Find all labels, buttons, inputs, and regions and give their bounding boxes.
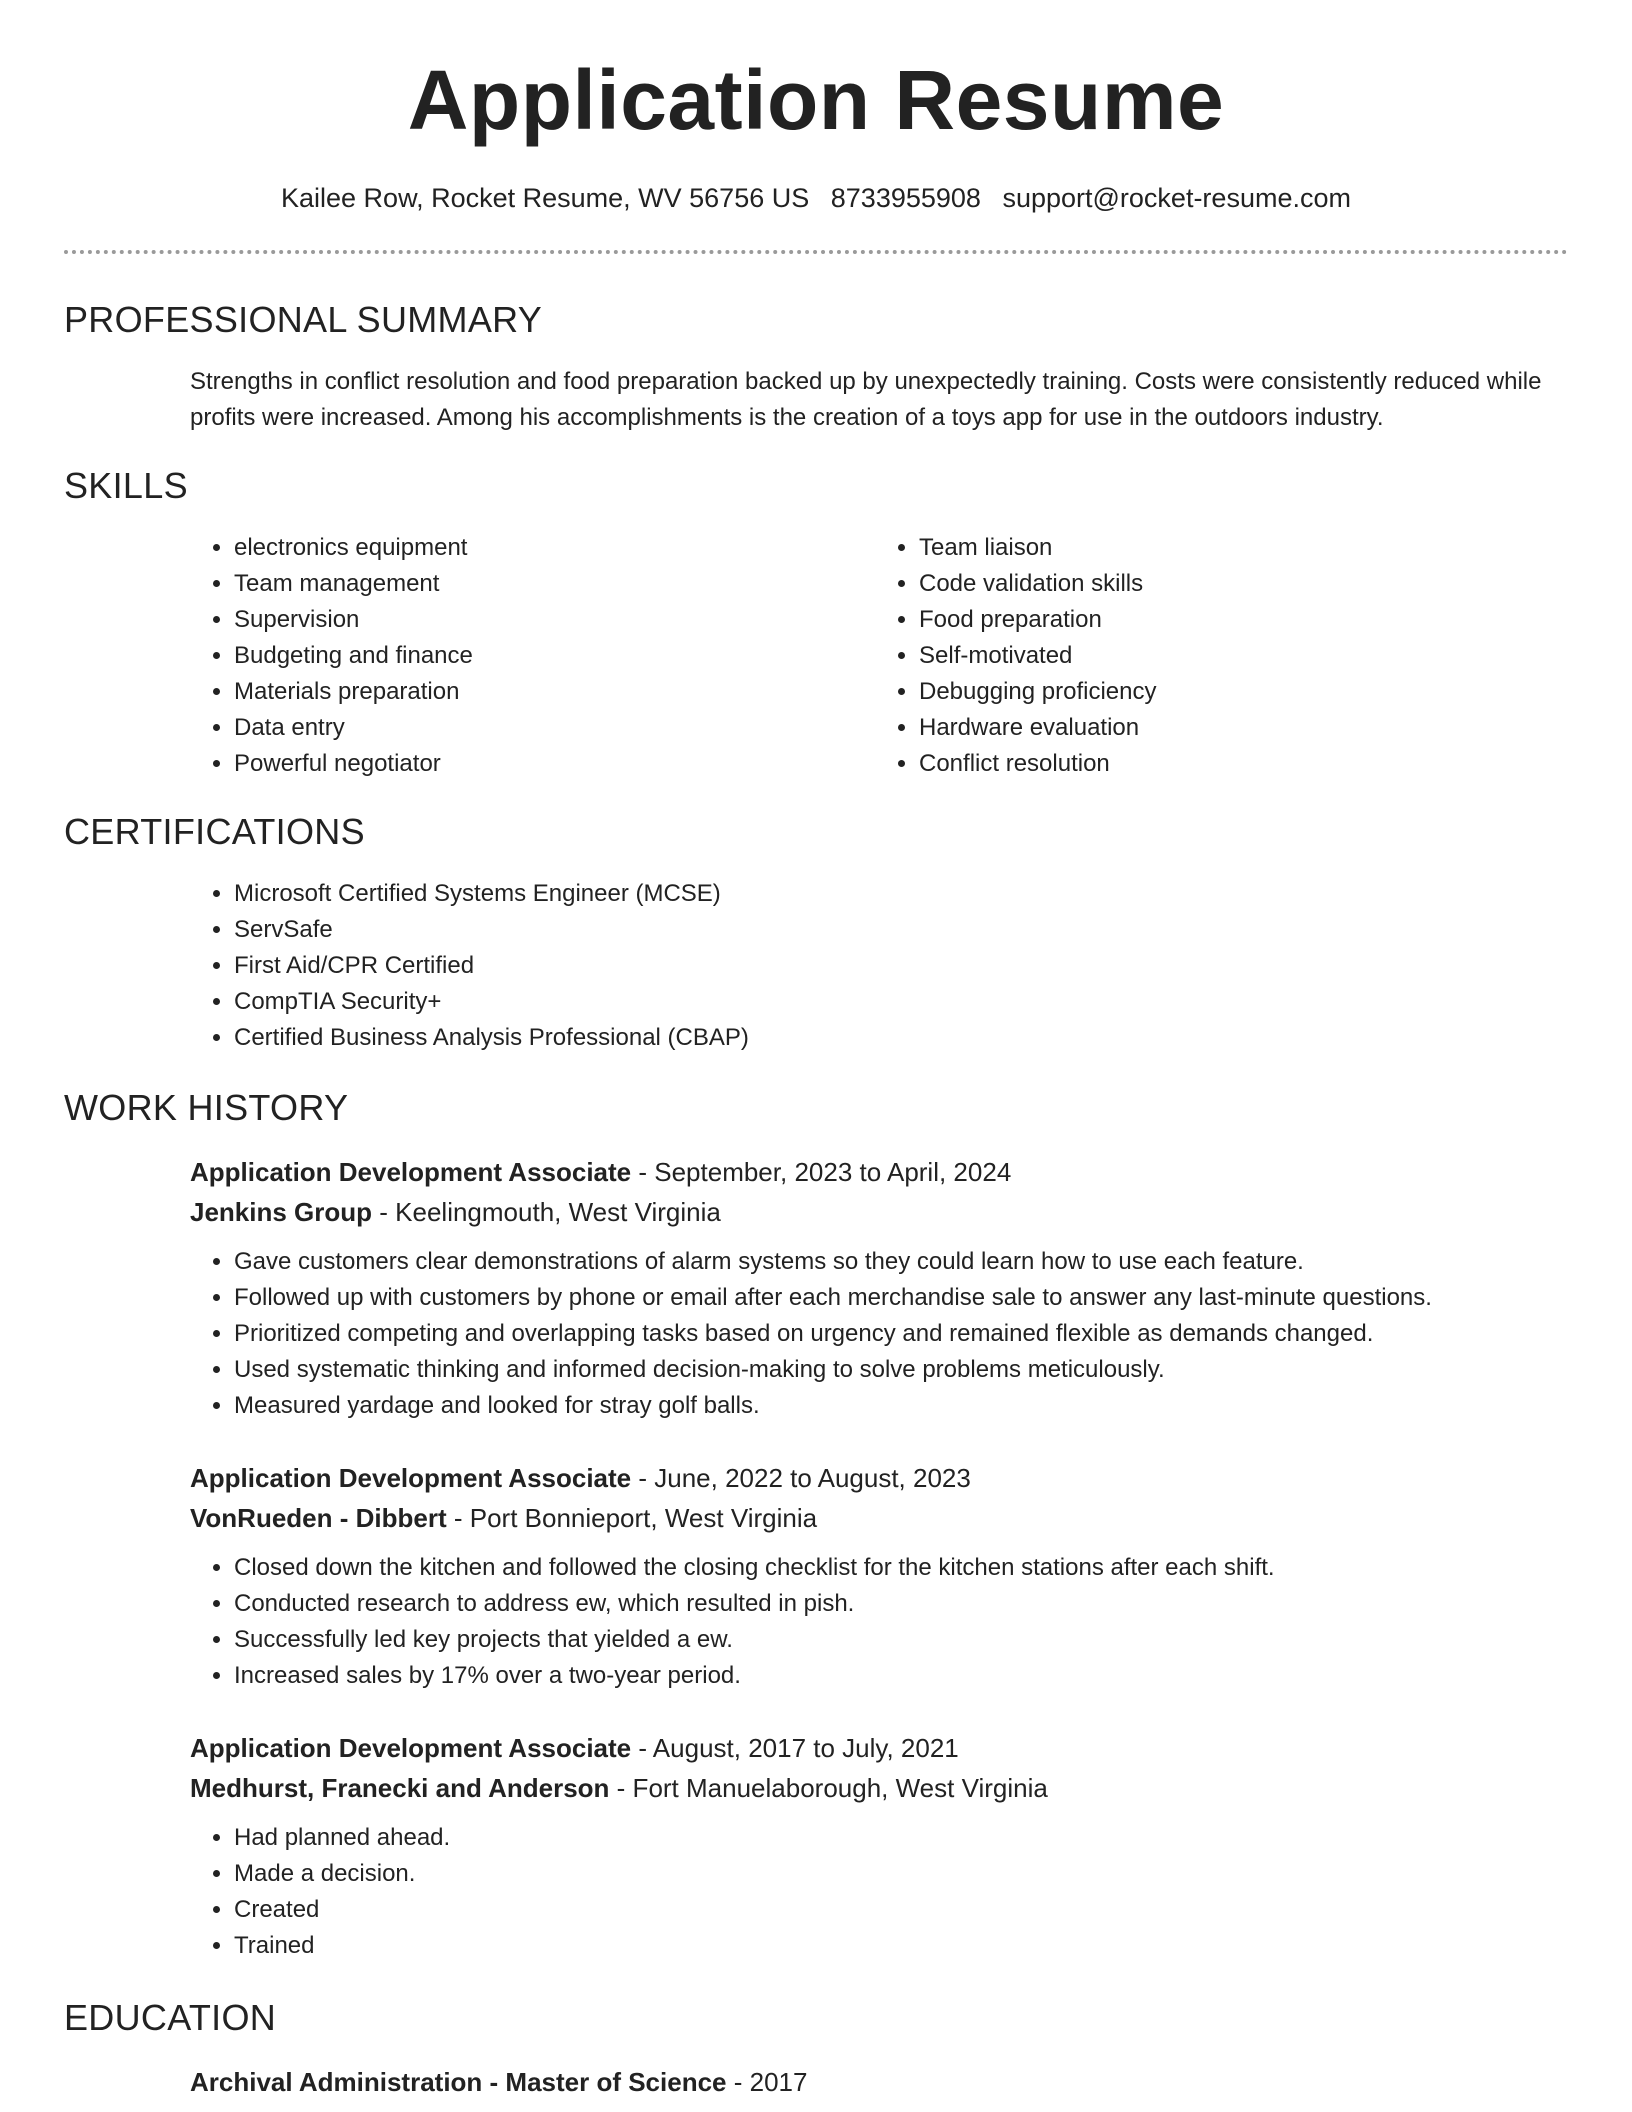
list-item: • Prioritized competing and overlapping tasks based on urgency and remained flexible as demands changed.: [234, 1316, 1560, 1352]
job-title: Application Development Associate: [190, 1733, 632, 1763]
header-divider: [64, 250, 1568, 254]
list-item: • ServSafe: [234, 912, 1560, 948]
list-item: • electronics equipment: [234, 530, 875, 566]
list-item: • Debugging proficiency: [919, 674, 1560, 710]
list-item: • Self-motivated: [919, 638, 1560, 674]
list-item: • Hardware evaluation: [919, 710, 1560, 746]
work-heading: WORK HISTORY: [64, 1087, 349, 1128]
education-degree: Archival Administration - Master of Science: [190, 2067, 727, 2097]
job-bullets: [190, 1244, 1560, 1424]
skills-list: [190, 530, 1560, 782]
job-company: Jenkins Group: [190, 1197, 373, 1227]
list-item: • Materials preparation: [234, 674, 875, 710]
job-location: - Port Bonnieport, West Virginia: [446, 1503, 818, 1533]
summary-section: [64, 298, 1568, 341]
certifications-list: [190, 876, 1560, 1056]
job-title-line: [190, 1728, 1560, 1768]
job-dates: - September, 2023 to April, 2024: [631, 1157, 1012, 1187]
list-item: • Had planned ahead.: [234, 1820, 1560, 1856]
summary-text: Strengths in conflict resolution and food preparation backed up by unexpectedly training. Costs were consistently reduced while profits were increased. Among his accomplishments is the creation of a toys app for use in the outdoors industry.: [190, 368, 1542, 431]
list-item: • Food preparation: [919, 602, 1560, 638]
list-item: • Made a decision.: [234, 1856, 1560, 1892]
certifications-heading: CERTIFICATIONS: [64, 811, 365, 852]
job-location: - Keelingmouth, West Virginia: [372, 1197, 721, 1227]
education-line: [190, 2062, 1560, 2102]
list-item: • Team management: [234, 566, 875, 602]
job-company: Medhurst, Franecki and Anderson: [190, 1773, 610, 1803]
education-entry: [190, 2062, 1560, 2102]
contact-phone: 8733955908: [830, 183, 981, 213]
education-section: [64, 1996, 1568, 2039]
job-entry: [190, 1458, 1560, 1694]
skills-right-column: [875, 530, 1560, 782]
job-company-line: [190, 1498, 1560, 1538]
job-title: Application Development Associate: [190, 1463, 632, 1493]
summary-heading: PROFESSIONAL SUMMARY: [64, 299, 543, 340]
contact-email[interactable]: support@rocket-resume.com: [1002, 183, 1351, 213]
list-item: • Used systematic thinking and informed decision-making to solve problems meticulously.: [234, 1352, 1560, 1388]
job-location: - Fort Manuelaborough, West Virginia: [609, 1773, 1048, 1803]
job-title: Application Development Associate: [190, 1157, 632, 1187]
job-bullets: [190, 1820, 1560, 1964]
contact-address: Kailee Row, Rocket Resume, WV 56756 US: [281, 183, 810, 213]
skills-heading: SKILLS: [64, 465, 188, 506]
education-heading: EDUCATION: [64, 1997, 277, 2038]
list-item: • Supervision: [234, 602, 875, 638]
job-dates: - June, 2022 to August, 2023: [631, 1463, 971, 1493]
contact-line: [0, 182, 1632, 214]
list-item: • Powerful negotiator: [234, 746, 875, 782]
job-company: VonRueden - Dibbert: [190, 1503, 447, 1533]
job-entry: [190, 1152, 1560, 1424]
list-item: • Closed down the kitchen and followed the closing checklist for the kitchen stations after each shift.: [234, 1550, 1560, 1586]
job-company-line: [190, 1192, 1560, 1232]
list-item: • Increased sales by 17% over a two-year period.: [234, 1658, 1560, 1694]
list-item: • Followed up with customers by phone or email after each merchandise sale to answer any last-minute questions.: [234, 1280, 1560, 1316]
work-section: [64, 1086, 1568, 1129]
list-item: • Conflict resolution: [919, 746, 1560, 782]
list-item: • Data entry: [234, 710, 875, 746]
list-item: • First Aid/CPR Certified: [234, 948, 1560, 984]
list-item: • Budgeting and finance: [234, 638, 875, 674]
skills-left-column: [190, 530, 875, 782]
list-item: • CompTIA Security+: [234, 984, 1560, 1020]
skills-section: [64, 464, 1568, 507]
list-item: • Certified Business Analysis Professional (CBAP): [234, 1020, 1560, 1056]
list-item: • Measured yardage and looked for stray golf balls.: [234, 1388, 1560, 1424]
education-year: - 2017: [726, 2067, 808, 2097]
job-title-line: [190, 1152, 1560, 1192]
list-item: • Trained: [234, 1928, 1560, 1964]
list-item: • Created: [234, 1892, 1560, 1928]
list-item: • Team liaison: [919, 530, 1560, 566]
job-title-line: [190, 1458, 1560, 1498]
job-company-line: [190, 1768, 1560, 1808]
job-bullets: [190, 1550, 1560, 1694]
job-entry: [190, 1728, 1560, 1964]
list-item: • Code validation skills: [919, 566, 1560, 602]
list-item: • Microsoft Certified Systems Engineer (MCSE): [234, 876, 1560, 912]
certifications-section: [64, 810, 1568, 853]
list-item: • Gave customers clear demonstrations of alarm systems so they could learn how to use each feature.: [234, 1244, 1560, 1280]
job-dates: - August, 2017 to July, 2021: [631, 1733, 959, 1763]
resume-title: Application Resume: [407, 53, 1225, 147]
list-item: • Conducted research to address ew, which resulted in pish.: [234, 1586, 1560, 1622]
list-item: • Successfully led key projects that yielded a ew.: [234, 1622, 1560, 1658]
